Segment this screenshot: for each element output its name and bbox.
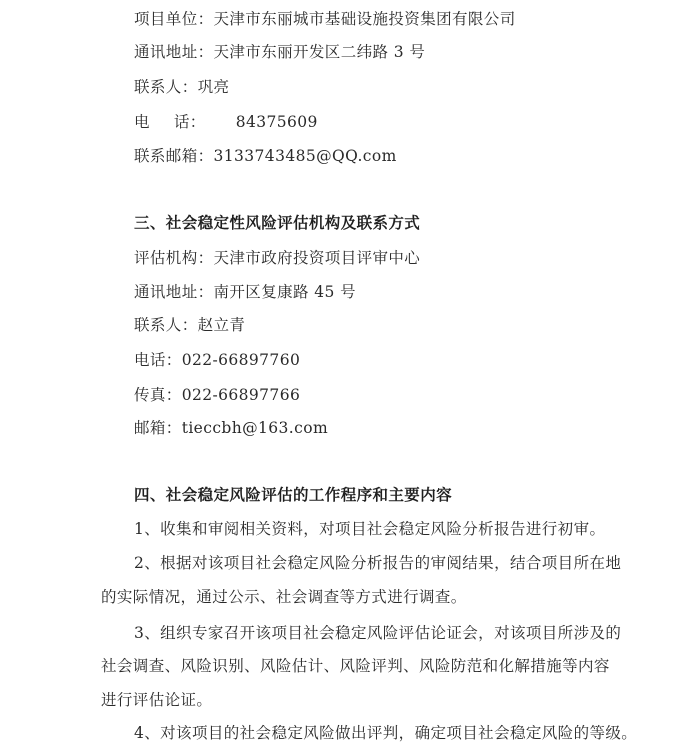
assessor-contact: 联系人：赵立青 (134, 316, 246, 334)
project-unit: 项目单位：天津市东丽城市基础设施投资集团有限公司 (134, 10, 516, 28)
section4-heading: 四、社会稳定风险评估的工作程序和主要内容 (134, 485, 453, 504)
procedure-item-4: 4、对该项目的社会稳定风险做出评判，确定项目社会稳定风险的等级。 (134, 724, 638, 742)
phone-value: 84375609 (235, 113, 318, 131)
section3-heading: 三、社会稳定性风险评估机构及联系方式 (134, 213, 421, 232)
project-address: 通讯地址：天津市东丽开发区二纬路 3 号 (134, 43, 426, 61)
project-phone (134, 112, 318, 132)
procedure-item-3-cont2: 进行评估论证。 (101, 691, 213, 709)
phone-label-a: 电 (134, 113, 150, 131)
assessor-email: 邮箱：tieccbh@163.com (134, 419, 329, 437)
procedure-item-2-cont: 的实际情况，通过公示、社会调查等方式进行调查。 (101, 588, 467, 606)
assessor-fax: 传真：022-66897766 (134, 386, 301, 404)
procedure-item-1: 1、收集和审阅相关资料，对项目社会稳定风险分析报告进行初审。 (134, 520, 606, 538)
project-email: 联系邮箱：3133743485@QQ.com (134, 147, 397, 165)
assessor-address: 通讯地址：南开区复康路 45 号 (134, 283, 356, 301)
procedure-item-3-cont: 社会调查、风险识别、风险估计、风险评判、风险防范和化解措施等内容 (101, 657, 610, 675)
assessor-org: 评估机构：天津市政府投资项目评审中心 (134, 249, 421, 267)
assessor-phone: 电话：022-66897760 (134, 351, 301, 369)
phone-label-b: 话： (173, 113, 206, 131)
procedure-item-2: 2、根据对该项目社会稳定风险分析报告的审阅结果，结合项目所在地 (134, 554, 622, 572)
procedure-item-3: 3、组织专家召开该项目社会稳定风险评估论证会，对该项目所涉及的 (134, 624, 622, 642)
project-contact: 联系人：巩亮 (134, 78, 230, 96)
